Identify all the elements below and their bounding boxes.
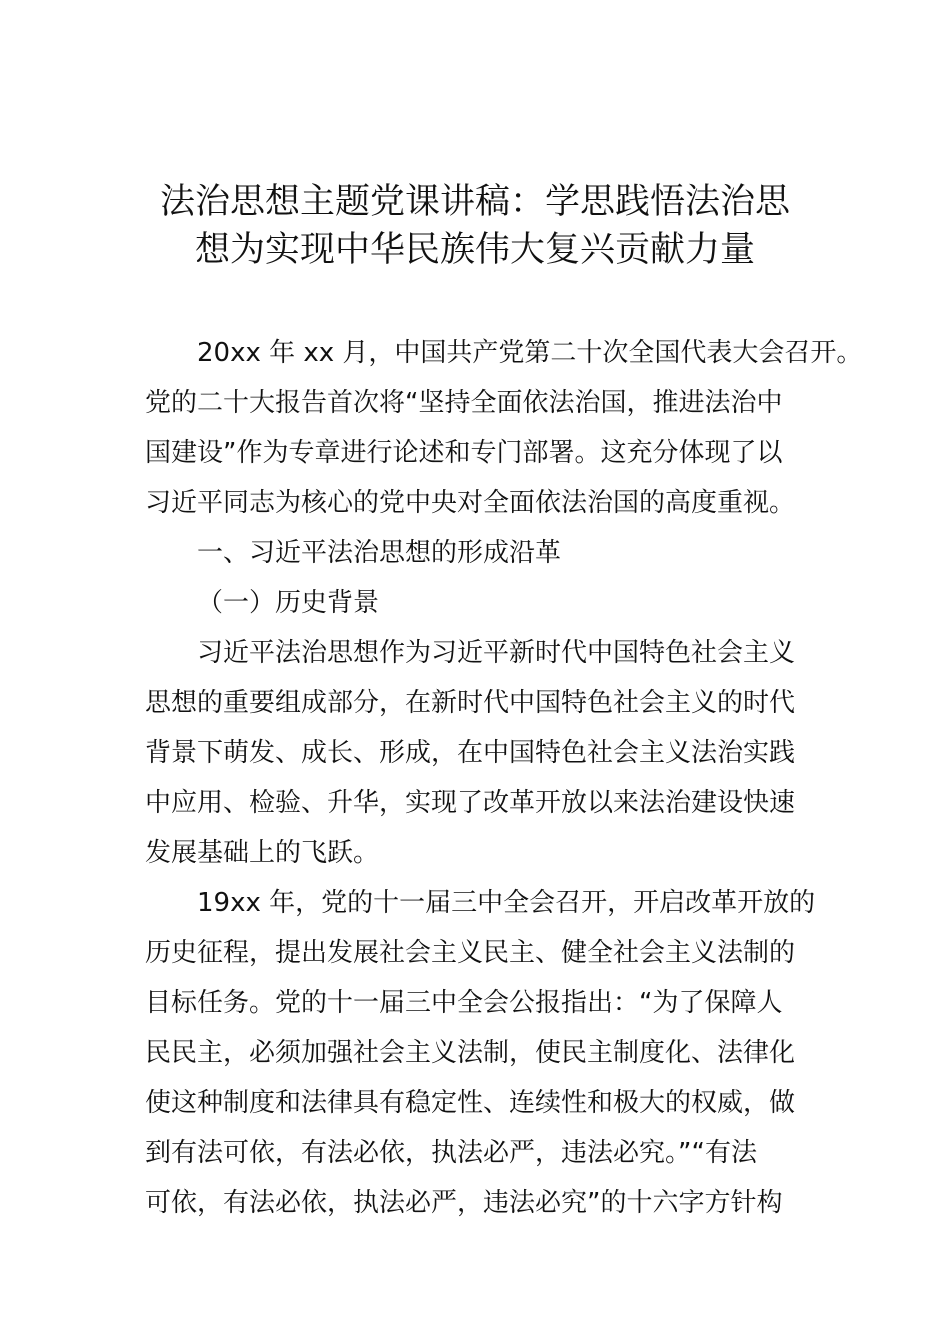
paragraph-2-line-4: 中应用、检验、升华，实现了改革开放以来法治建设快速 [145, 788, 796, 818]
paragraph-3-line-1: 19xx 年，党的十一届三中全会召开，开启改革开放的 [197, 888, 816, 918]
paragraph-3-line-6: 到有法可依，有法必依，执法必严，违法必究。”“有法 [145, 1138, 757, 1168]
document-body [145, 328, 863, 1228]
paragraph-1-line-4: 习近平同志为核心的党中央对全面依法治国的高度重视。 [145, 488, 796, 518]
paragraph-3-line-3: 目标任务。党的十一届三中全会公报指出：“为了保障人 [145, 988, 783, 1018]
title-line-2: 想为实现中华民族伟大复兴贡献力量 [194, 230, 755, 270]
subsection-heading-1: （一）历史背景 [197, 588, 380, 618]
paragraph-1-line-2: 党的二十大报告首次将“坚持全面依法治国，推进法治中 [145, 388, 783, 418]
paragraph-3-line-5: 使这种制度和法律具有稳定性、连续性和极大的权威，做 [145, 1088, 796, 1118]
paragraph-3-line-4: 民民主，必须加强社会主义法制，使民主制度化、法律化 [145, 1038, 796, 1068]
title-line-1: 法治思想主题党课讲稿：学思践悟法治思 [159, 182, 790, 222]
document-title [140, 178, 810, 274]
paragraph-2-line-2: 思想的重要组成部分，在新时代中国特色社会主义的时代 [145, 688, 796, 718]
paragraph-2-line-3: 背景下萌发、成长、形成，在中国特色社会主义法治实践 [145, 738, 796, 768]
paragraph-2-line-5: 发展基础上的飞跃。 [145, 838, 380, 868]
paragraph-1-line-1: 20xx 年 xx 月，中国共产党第二十次全国代表大会召开。 [197, 338, 863, 368]
paragraph-1-line-3: 国建设”作为专章进行论述和专门部署。这充分体现了以 [145, 438, 783, 468]
paragraph-3-line-2: 历史征程，提出发展社会主义民主、健全社会主义法制的 [145, 938, 796, 968]
paragraph-3-line-7: 可依，有法必依，执法必严，违法必究”的十六字方针构 [145, 1188, 783, 1218]
paragraph-2-line-1: 习近平法治思想作为习近平新时代中国特色社会主义 [197, 638, 796, 668]
section-heading-1: 一、习近平法治思想的形成沿革 [197, 538, 562, 568]
